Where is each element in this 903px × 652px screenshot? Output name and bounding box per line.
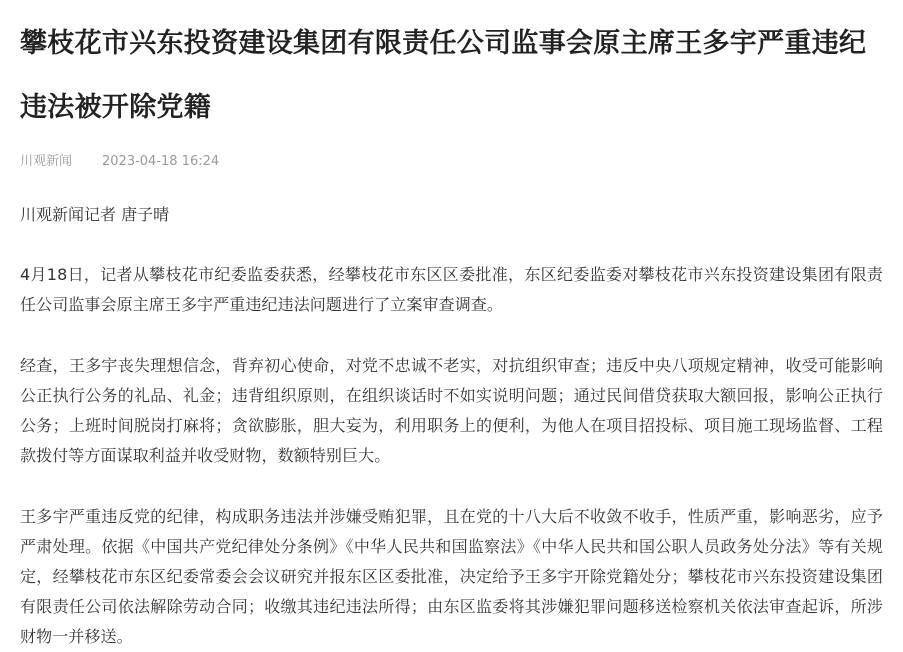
article-paragraph-2: 经查，王多宇丧失理想信念，背弃初心使命，对党不忠诚不老实，对抗组织审查；违反中央八项规定精神，收受可能影响公正执行公务的礼品、礼金；违背组织原则，在组织谈话时不如实说明问题；通过民间借贷获取大额回报，影响公正执行公务；上班时间脱岗打麻将；贪欲膨胀，胆大妄为，利用职务上的便利，为他人在项目招投标、项目施工现场监督、工程款拨付等方面谋取利益并收受财物，数额特别巨大。 bbox=[20, 356, 883, 465]
article-title: 攀枝花市兴东投资建设集团有限责任公司监事会原主席王多宇严重违纪违法被开除党籍 bbox=[20, 28, 867, 123]
article-byline: 川观新闻记者 唐子晴 bbox=[20, 205, 170, 224]
article-datetime: 2023-04-18 16:24 bbox=[102, 154, 220, 169]
article-paragraph-1: 4月18日，记者从攀枝花市纪委监委获悉，经攀枝花市东区区委批准，东区纪委监委对攀枝花市兴东投资建设集团有限责任公司监事会原主席王多宇严重违纪违法问题进行了立案审查调查。 bbox=[20, 265, 883, 314]
article-paragraph-3: 王多宇严重违反党的纪律，构成职务违法并涉嫌受贿犯罪，且在党的十八大后不收敛不收手，性质严重，影响恶劣，应予严肃处理。依据《中国共产党纪律处分条例》《中华人民共和国监察法》《中华人民共和国公职人员政务处分法》等有关规定，经攀枝花市东区纪委常委会会议研究并报东区区委批准，决定给予王多宇开除党籍处分；攀枝花市兴东投资建设集团有限责任公司依法解除劳动合同；收缴其违纪违法所得；由东区监委将其涉嫌犯罪问题移送检察机关依法审查起诉，所涉财物一并移送。 bbox=[20, 507, 883, 646]
article-meta bbox=[20, 152, 883, 172]
article-source[interactable]: 川观新闻 bbox=[20, 154, 73, 169]
